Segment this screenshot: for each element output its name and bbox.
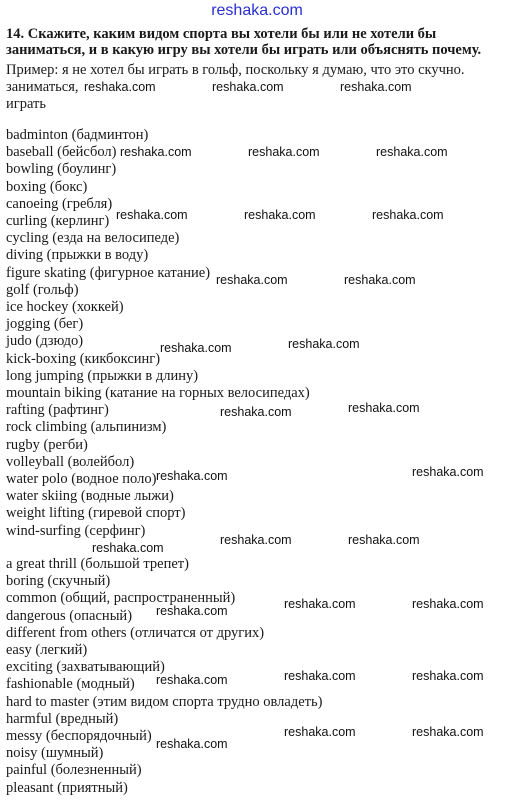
glossary-entry: fashionable (модный) — [6, 676, 135, 693]
example-line: Пример: я не хотел бы играть в гольф, поскольку я думаю, что это скучно. — [6, 62, 465, 78]
glossary-entry: diving (прыжки в воду) — [6, 247, 149, 264]
watermark-text: reshaka.com — [248, 145, 320, 159]
glossary-entry: a great thrill (большой трепет) — [6, 556, 189, 572]
example-word: заниматься, — [6, 79, 79, 95]
glossary-entry: badminton (бадминтон) — [6, 127, 149, 143]
watermark-text: reshaka.com — [244, 208, 316, 222]
watermark-text: reshaka.com — [376, 145, 448, 159]
example-word: играть — [6, 96, 46, 112]
glossary-entry: figure skating (фигурное катание) — [6, 264, 211, 281]
glossary-entry: water polo (водное поло) — [6, 471, 157, 487]
watermark-text: reshaka.com — [156, 469, 228, 483]
watermark-text: reshaka.com — [116, 208, 188, 222]
glossary-entry: jogging (бег) — [6, 316, 84, 333]
glossary-entry: curling (керлинг) — [6, 213, 110, 229]
glossary-entry: noisy (шумный) — [6, 745, 104, 762]
task-text: Скажите, каким видом спорта вы хотели бы или не хотели бы заниматься, и в какую игру вы хотели бы играть или объяснять почему. — [6, 26, 482, 58]
site-header: reshaka.com — [211, 2, 303, 19]
glossary-entry: baseball (бейсбол) — [6, 144, 117, 161]
glossary-entry: cycling (езда на велосипеде) — [6, 230, 180, 247]
watermark-text: reshaka.com — [372, 208, 444, 222]
task-heading — [6, 26, 510, 58]
watermark-text: reshaka.com — [284, 669, 356, 683]
task-number: 14. — [6, 26, 25, 42]
watermark-text: reshaka.com — [212, 80, 284, 94]
glossary-entry: pleasant (приятный) — [6, 779, 128, 796]
watermark-text: reshaka.com — [288, 337, 360, 351]
watermark-text: reshaka.com — [156, 604, 228, 618]
glossary-entry: exciting (захватывающий) — [6, 659, 165, 676]
glossary-entry: harmful (вредный) — [6, 710, 119, 727]
glossary-entry: boxing (бокс) — [6, 178, 88, 195]
glossary-entry: wind-surfing (серфинг) — [6, 522, 146, 539]
glossary-entry: dangerous (опасный) — [6, 607, 133, 624]
watermark-text: reshaka.com — [92, 541, 164, 555]
watermark-text: reshaka.com — [348, 533, 420, 547]
watermark-text: reshaka.com — [412, 597, 484, 611]
watermark-text: reshaka.com — [348, 401, 420, 415]
watermark-text: reshaka.com — [220, 405, 292, 419]
glossary-entry: boring (скучный) — [6, 573, 111, 590]
glossary-entry: golf (гольф) — [6, 281, 79, 298]
glossary-entry: messy (беспорядочный) — [6, 728, 152, 744]
watermark-text: reshaka.com — [220, 533, 292, 547]
glossary-entry: kick-boxing (кикбоксинг) — [6, 350, 161, 367]
watermark-text: reshaka.com — [216, 273, 288, 287]
glossary-entry: weight lifting (гиревой спорт) — [6, 505, 186, 522]
glossary-entry: painful (болезненный) — [6, 762, 142, 779]
glossary-entry: hard to master (этим видом спорта трудно овладеть) — [6, 693, 323, 710]
glossary-entry: bowling (боулинг) — [6, 161, 117, 178]
watermark-text: reshaka.com — [156, 737, 228, 751]
watermark-text: reshaka.com — [412, 669, 484, 683]
glossary-entry: long jumping (прыжки в длину) — [6, 367, 199, 384]
glossary-entry: ice hockey (хоккей) — [6, 299, 124, 315]
glossary-entry: volleyball (волейбол) — [6, 453, 135, 470]
glossary-entry: different from others (отличатся от других) — [6, 624, 265, 641]
watermark-text: reshaka.com — [412, 465, 484, 479]
glossary-entry: mountain biking (катание на горных велосипедах) — [6, 385, 310, 401]
watermark-text: reshaka.com — [156, 673, 228, 687]
glossary-entry: rock climbing (альпинизм) — [6, 419, 167, 436]
glossary-entry: common (общий, распространенный) — [6, 590, 236, 607]
glossary-entry: canoeing (гребля) — [6, 195, 113, 212]
glossary-entry: easy (легкий) — [6, 642, 88, 658]
glossary-entry: judo (дзюдо) — [6, 333, 84, 350]
watermark-text: reshaka.com — [344, 273, 416, 287]
watermark-text: reshaka.com — [412, 725, 484, 739]
glossary-entry: rugby (регби) — [6, 436, 88, 453]
watermark-text: reshaka.com — [284, 597, 356, 611]
watermark-text: reshaka.com — [84, 80, 156, 94]
watermark-text: reshaka.com — [340, 80, 412, 94]
watermark-text: reshaka.com — [284, 725, 356, 739]
glossary-entry: water skiing (водные лыжи) — [6, 488, 174, 505]
watermark-text: reshaka.com — [120, 145, 192, 159]
watermark-text: reshaka.com — [160, 341, 232, 355]
glossary-entry: rafting (рафтинг) — [6, 402, 109, 419]
